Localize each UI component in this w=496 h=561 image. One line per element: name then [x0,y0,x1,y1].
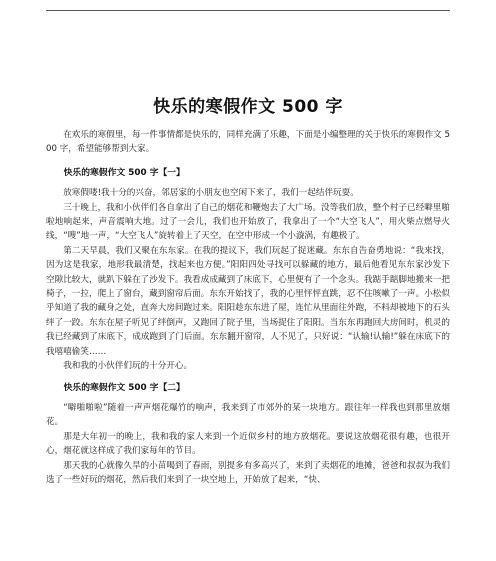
intro-paragraph: 在欢乐的寒假里，每一件事情都是快乐的，同样充满了乐趣，下面是小编整理的关于快乐的寒假作文 500 字，希望能够帮到大家。 [46,130,450,155]
paragraph: 那是大年初一的晚上，我和我的家人来到一个近似乡村的地方放烟花。要说这放烟花很有趣，也很开心，烟花就这样成了我们家每年的节目。 [46,431,450,457]
paragraph: 三十晚上，我和小伙伴们各自拿出了自己的烟花和鞭炮去了大广场。没等我们放，整个村子已经噼里啪啦地响起来，声音震响大地。过了一会儿，我们也开始放了，我拿出了一个“大空飞人”，用火柴点燃导火线，“嗖”地一声，“大空飞人”旋转着上了天空，在空中形成一个小漩涡，有趣极了。 [46,202,450,242]
header-rule [46,10,450,11]
section-2 [46,381,450,488]
section-1 [46,166,450,374]
paragraph: 我和我的小伙伴们玩的十分开心。 [63,361,193,372]
paragraph: 那天我的心就像久旱的小苗喝到了春雨，别提多有多高兴了，来到了卖烟花的地摊，爸爸和叔叔为我们选了一些好玩的烟花，然后我们来到了一块空地上，开始放了起来，“快、 [46,460,450,485]
document-body [46,128,450,487]
paragraph: “噼啪啪啦”随着一声声烟花爆竹的响声，我来到了市郊外的某一块地方。跟往年一样我也到那里放烟花。 [46,402,450,428]
section-heading: 快乐的寒假作文 500 字【二】 [63,382,185,393]
document-title: 快乐的寒假作文 500 字 [153,97,343,117]
paragraph: 放寒假喽!我十分的兴奋，邻居家的小朋友也空闲下来了，我们一起结伴玩耍。 [63,188,359,199]
section-heading: 快乐的寒假作文 500 字【一】 [63,167,185,178]
paragraph: 第二天早晨，我们又聚在东东家。在我的提议下，我们玩起了捉迷藏。东东自告奋勇地说：“我来找，因为这是我家，地形我最清楚，找起来也方便。”阳阳四处寻找可以躲藏的地方，最后他看见东东家沙发下空隙比较大，就趴下躲在了沙发下。我看成成藏到了床底下，心里便有了一个念头。我踮手踮脚地搬来一把椅子，一拉，爬上了窗台，藏到窗帘后面。东东开始找了，我的心里怦怦直跳，忍不住咳嗽了一声。小松似乎知道了我的藏身之处，直奔大房间跑过来。阳阳趁东东进了屋，连忙从里面往外跑，不料却被地下的石头绊了一跤。东东在屋子听见了绊倒声，又跑回了院子里，当场捉住了阳阳。当东东再跑回大房间时，机灵的我已经藏到了床底下，成成跑到了门后面。东东翻开窗帘，人不见了，只好说：“认输!认输!”躲在床底下的我嘻嘻偷笑…… [46,245,450,357]
